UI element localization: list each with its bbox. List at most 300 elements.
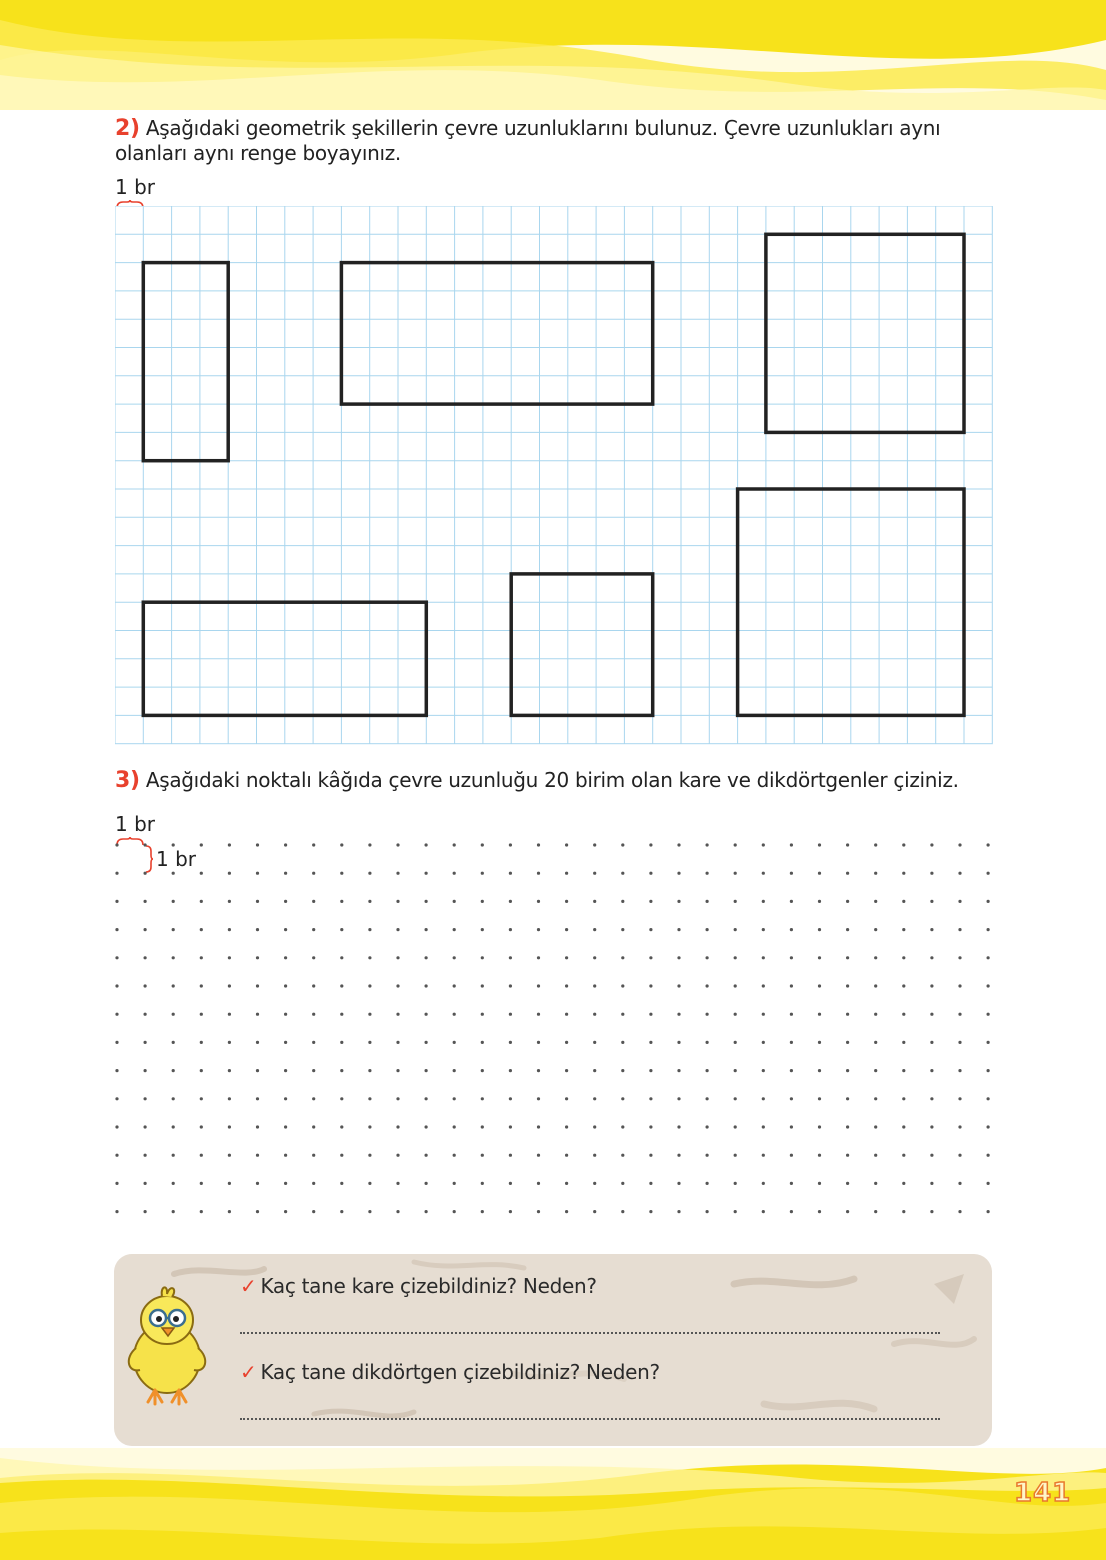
grid-dot	[509, 928, 512, 931]
grid-dot	[677, 984, 680, 987]
grid-dot	[172, 1125, 175, 1128]
grid-dot	[368, 872, 371, 875]
grid-dot	[958, 1154, 961, 1157]
grid-dot	[958, 1125, 961, 1128]
grid-dot	[621, 1210, 624, 1213]
grid-dot	[284, 1154, 287, 1157]
grid-dot	[987, 1210, 990, 1213]
grid-dot	[790, 1013, 793, 1016]
grid-dot	[228, 1041, 231, 1044]
grid-dot	[115, 1210, 118, 1213]
grid-dot	[284, 843, 287, 846]
grid-dot	[734, 956, 737, 959]
grid-dot	[481, 872, 484, 875]
grid-dot	[790, 984, 793, 987]
grid-dot	[790, 1097, 793, 1100]
grid-dot	[481, 900, 484, 903]
dot-paper[interactable]	[105, 835, 1005, 1235]
grid-dot	[593, 1041, 596, 1044]
grid-dot	[649, 1182, 652, 1185]
grid-dot	[200, 843, 203, 846]
grid-dot	[228, 1154, 231, 1157]
grid-dot	[734, 1069, 737, 1072]
grid-dot	[453, 1069, 456, 1072]
grid-dot	[593, 1125, 596, 1128]
grid-dot	[115, 1041, 118, 1044]
grid-dot	[846, 1210, 849, 1213]
grid-dot	[874, 900, 877, 903]
grid-dot	[706, 1182, 709, 1185]
grid-dot	[115, 956, 118, 959]
grid-dot	[509, 1210, 512, 1213]
grid-dot	[172, 1210, 175, 1213]
grid-dot	[284, 1097, 287, 1100]
grid-dot	[481, 1069, 484, 1072]
grid-dot	[706, 956, 709, 959]
grid-dot	[818, 1069, 821, 1072]
grid-dot	[762, 872, 765, 875]
grid-dot	[958, 843, 961, 846]
grid-dot	[790, 956, 793, 959]
grid-dot	[565, 1154, 568, 1157]
grid-border	[115, 206, 992, 744]
grid-dot	[958, 872, 961, 875]
grid-dot	[368, 843, 371, 846]
grid-dot	[368, 984, 371, 987]
grid-dot	[987, 872, 990, 875]
grid-dot	[368, 1013, 371, 1016]
grid-dot	[930, 928, 933, 931]
grid-dot	[958, 1210, 961, 1213]
grid-dot	[228, 843, 231, 846]
grid-dot	[425, 928, 428, 931]
grid-dot	[368, 1210, 371, 1213]
grid-dot	[425, 843, 428, 846]
grid-dot	[453, 1154, 456, 1157]
grid-dot	[818, 1097, 821, 1100]
grid-dot	[396, 1041, 399, 1044]
grid-dot	[649, 984, 652, 987]
grid-dot	[874, 1013, 877, 1016]
grid-dot	[256, 843, 259, 846]
chick-mascot-icon	[122, 1278, 212, 1408]
grid-dot	[762, 1210, 765, 1213]
grid-dot	[593, 1210, 596, 1213]
grid-dot	[565, 984, 568, 987]
grid-dot	[228, 984, 231, 987]
grid-dot	[706, 1210, 709, 1213]
grid-dot	[677, 1154, 680, 1157]
grid-dot	[200, 1097, 203, 1100]
grid-dot	[425, 956, 428, 959]
grid-dot	[930, 1210, 933, 1213]
grid-dot	[256, 1125, 259, 1128]
grid-dot	[115, 1069, 118, 1072]
grid-dot	[172, 843, 175, 846]
grid-dot	[621, 1182, 624, 1185]
reflection-question-1	[240, 1274, 597, 1298]
grid-dot	[677, 1069, 680, 1072]
grid-dot	[706, 872, 709, 875]
grid-dot	[818, 928, 821, 931]
grid-dot	[958, 928, 961, 931]
grid-dot	[762, 1013, 765, 1016]
grid-dot	[649, 1125, 652, 1128]
grid-dot	[228, 1182, 231, 1185]
grid-dot	[172, 1069, 175, 1072]
grid-dot	[256, 1210, 259, 1213]
grid-dot	[368, 928, 371, 931]
question-2-text	[115, 116, 995, 165]
grid-dot	[958, 900, 961, 903]
grid-dot	[621, 984, 624, 987]
grid-dot	[734, 984, 737, 987]
grid-dot	[509, 1097, 512, 1100]
grid-dot	[987, 1069, 990, 1072]
grid-dot	[874, 1154, 877, 1157]
grid-dot	[706, 928, 709, 931]
grid-dot	[144, 1210, 147, 1213]
reflection-box	[114, 1254, 992, 1446]
grid-dot	[115, 843, 118, 846]
grid-dot	[818, 984, 821, 987]
grid-dot	[734, 872, 737, 875]
grid-dot	[565, 1210, 568, 1213]
grid-dot	[425, 1097, 428, 1100]
grid-dot	[677, 872, 680, 875]
grid-dot	[930, 1041, 933, 1044]
grid-dot	[284, 1210, 287, 1213]
grid-dot	[256, 1041, 259, 1044]
grid-dot	[846, 1182, 849, 1185]
grid-dot	[228, 1097, 231, 1100]
grid-dot	[396, 1097, 399, 1100]
grid-dot	[790, 1125, 793, 1128]
grid-dot	[874, 984, 877, 987]
grid-dot	[790, 872, 793, 875]
grid-dot	[677, 1041, 680, 1044]
grid-dot	[734, 1013, 737, 1016]
grid-dot	[790, 928, 793, 931]
grid-dot	[453, 872, 456, 875]
grid-dot	[593, 1097, 596, 1100]
grid-dot	[312, 984, 315, 987]
grid-dot	[284, 1041, 287, 1044]
grid-dot	[734, 1041, 737, 1044]
reflection-question-2-text: Kaç tane dikdörtgen çizebildiniz? Neden?	[260, 1360, 660, 1384]
grid-dot	[284, 984, 287, 987]
grid-dot	[846, 928, 849, 931]
grid-dot	[200, 1210, 203, 1213]
grid-dot	[649, 956, 652, 959]
grid-dot	[902, 872, 905, 875]
grid-dot	[172, 872, 175, 875]
grid-dot	[874, 1125, 877, 1128]
grid-dot	[649, 1013, 652, 1016]
grid-dot	[340, 956, 343, 959]
grid-dot	[818, 1125, 821, 1128]
grid-dot	[734, 1210, 737, 1213]
grid-dot	[621, 900, 624, 903]
grid-dot	[396, 928, 399, 931]
grid-dot	[846, 843, 849, 846]
grid-dot	[565, 1097, 568, 1100]
grid-dot	[256, 956, 259, 959]
grid-dot	[172, 984, 175, 987]
grid-dot	[453, 1041, 456, 1044]
grid-dot	[509, 843, 512, 846]
grid-dot	[902, 1154, 905, 1157]
grid-dot	[874, 1182, 877, 1185]
grid-dot	[930, 1069, 933, 1072]
grid-dot	[649, 1041, 652, 1044]
grid-dot	[256, 872, 259, 875]
grid-dot	[172, 1097, 175, 1100]
grid-dot	[228, 928, 231, 931]
grid-dot	[453, 956, 456, 959]
grid-dot	[509, 1182, 512, 1185]
grid-dot	[987, 1097, 990, 1100]
grid-dot	[115, 1097, 118, 1100]
grid-dot	[284, 1125, 287, 1128]
grid-dot	[115, 928, 118, 931]
grid-dot	[115, 872, 118, 875]
grid-dot	[565, 1013, 568, 1016]
grid-dot	[621, 1013, 624, 1016]
grid-dot	[930, 1154, 933, 1157]
top-decorative-band	[0, 0, 1106, 110]
grid-dot	[621, 1069, 624, 1072]
grid-dot	[790, 1069, 793, 1072]
grid-dot	[256, 1013, 259, 1016]
grid-dot	[284, 956, 287, 959]
grid-dot	[368, 1154, 371, 1157]
grid-dot	[537, 872, 540, 875]
answer-line-1[interactable]	[240, 1332, 940, 1334]
grid-dot	[200, 1069, 203, 1072]
grid-dot	[874, 928, 877, 931]
grid-dot	[958, 956, 961, 959]
grid-dot	[790, 1041, 793, 1044]
grid-dot	[987, 900, 990, 903]
grid-dot	[312, 900, 315, 903]
grid-dot	[593, 984, 596, 987]
grid-dot	[509, 872, 512, 875]
grid-dot	[649, 843, 652, 846]
grid-dot	[621, 1041, 624, 1044]
grid-dot	[509, 1069, 512, 1072]
grid-dot	[649, 928, 652, 931]
grid-dot	[818, 1013, 821, 1016]
grid-dot	[228, 1125, 231, 1128]
grid-dot	[340, 984, 343, 987]
grid-dot	[649, 900, 652, 903]
grid-dot	[115, 1013, 118, 1016]
grid-dot	[200, 984, 203, 987]
grid-dot	[677, 1210, 680, 1213]
grid-dot	[284, 900, 287, 903]
grid-dot	[172, 1182, 175, 1185]
grid-dot	[621, 1125, 624, 1128]
answer-line-2[interactable]	[240, 1418, 940, 1420]
grid-dot	[565, 1125, 568, 1128]
grid-dot	[706, 1154, 709, 1157]
grid-dot	[846, 1097, 849, 1100]
grid-dot	[312, 872, 315, 875]
grid-dot	[762, 984, 765, 987]
grid-dot	[256, 1097, 259, 1100]
grid-dot	[509, 1041, 512, 1044]
grid-dot	[958, 1069, 961, 1072]
grid-dot	[284, 1182, 287, 1185]
grid-dot	[256, 928, 259, 931]
grid-dot	[144, 928, 147, 931]
grid-dot	[874, 1069, 877, 1072]
grid-dot	[368, 1182, 371, 1185]
grid-dot	[621, 843, 624, 846]
grid-dot	[312, 1013, 315, 1016]
reflection-question-1-text: Kaç tane kare çizebildiniz? Neden?	[260, 1274, 597, 1298]
grid-dot	[818, 1210, 821, 1213]
grid-dot	[144, 1125, 147, 1128]
grid-dot	[593, 1013, 596, 1016]
grid-dot	[537, 928, 540, 931]
grid-dot	[902, 1097, 905, 1100]
question-3-instruction: Aşağıdaki noktalı kâğıda çevre uzunluğu 20 birim olan kare ve dikdörtgenler çiziniz.	[145, 768, 959, 792]
grid-dot	[340, 843, 343, 846]
dot-unit-side-label: 1 br	[156, 847, 196, 871]
grid-dot	[396, 900, 399, 903]
grid-dot	[396, 1182, 399, 1185]
grid-dot	[902, 1125, 905, 1128]
grid-dot	[902, 1069, 905, 1072]
grid-dot	[509, 1154, 512, 1157]
grid-dot	[228, 1013, 231, 1016]
grid-dot	[396, 1069, 399, 1072]
grid-dot	[228, 956, 231, 959]
grid-dot	[818, 956, 821, 959]
grid-dot	[734, 900, 737, 903]
grid-dot	[818, 872, 821, 875]
grid-dot	[144, 900, 147, 903]
grid-dot	[593, 1069, 596, 1072]
grid-dot	[874, 956, 877, 959]
grid-dot	[481, 1041, 484, 1044]
grid-dot	[706, 843, 709, 846]
grid-dot	[930, 1097, 933, 1100]
grid-dot	[902, 1013, 905, 1016]
grid-dot	[762, 1041, 765, 1044]
grid-dot	[930, 984, 933, 987]
grid-dot	[677, 843, 680, 846]
grid-dot	[930, 1125, 933, 1128]
grid-dot	[902, 928, 905, 931]
grid-dot	[621, 956, 624, 959]
grid-dot	[706, 1125, 709, 1128]
grid-dot	[509, 984, 512, 987]
grid-dot	[762, 1154, 765, 1157]
reflection-question-2	[240, 1360, 660, 1384]
grid-dot	[677, 956, 680, 959]
grid-dot	[144, 956, 147, 959]
grid-dot	[115, 900, 118, 903]
grid-dot	[340, 1097, 343, 1100]
grid-dot	[565, 900, 568, 903]
grid-dot	[649, 1069, 652, 1072]
grid-dot	[144, 1069, 147, 1072]
grid-dot	[593, 872, 596, 875]
grid-dot	[818, 1041, 821, 1044]
grid-dot	[453, 1125, 456, 1128]
grid-dot	[706, 984, 709, 987]
grid-dot	[228, 900, 231, 903]
grid-dot	[621, 1097, 624, 1100]
grid-dot	[312, 1154, 315, 1157]
grid-dot	[425, 1041, 428, 1044]
grid-dot	[902, 984, 905, 987]
grid-dot	[509, 1125, 512, 1128]
grid-dot	[930, 1013, 933, 1016]
grid-dot	[762, 1097, 765, 1100]
grid-dot	[144, 1154, 147, 1157]
grid-dot	[481, 1182, 484, 1185]
grid-dot	[200, 1013, 203, 1016]
grid-dot	[453, 843, 456, 846]
grid-dot	[312, 1041, 315, 1044]
grid-dot	[649, 1210, 652, 1213]
grid-dot	[453, 1013, 456, 1016]
grid-dot	[762, 1125, 765, 1128]
question-2-instruction: Aşağıdaki geometrik şekillerin çevre uzunluklarını bulunuz. Çevre uzunlukları aynı olanları aynı renge boyayınız.	[115, 116, 941, 165]
grid-dot	[172, 1154, 175, 1157]
grid-dot	[256, 1154, 259, 1157]
grid-dot	[902, 900, 905, 903]
grid-dot	[987, 1154, 990, 1157]
grid-dot	[396, 1154, 399, 1157]
grid-dot	[958, 1182, 961, 1185]
grid-dot	[425, 1069, 428, 1072]
grid-dot	[902, 956, 905, 959]
grid-dot	[537, 843, 540, 846]
grid-dot	[874, 1210, 877, 1213]
grid-dot	[144, 872, 147, 875]
dot-unit-top-label: 1 br	[115, 812, 155, 836]
grid-dot	[846, 1125, 849, 1128]
grid-dot	[425, 1154, 428, 1157]
grid-dot	[565, 843, 568, 846]
grid-dot	[340, 1182, 343, 1185]
grid-dot	[312, 1210, 315, 1213]
grid-dot	[200, 1041, 203, 1044]
grid-dot	[425, 1013, 428, 1016]
grid-dot	[902, 843, 905, 846]
grid-dot	[846, 956, 849, 959]
grid-dot	[481, 1125, 484, 1128]
grid-dot	[340, 928, 343, 931]
grid-dot	[565, 928, 568, 931]
question-3-text	[115, 768, 995, 793]
grid-dot	[340, 1125, 343, 1128]
grid-dot	[762, 1182, 765, 1185]
grid-dot	[762, 928, 765, 931]
grid-dot	[396, 1210, 399, 1213]
grid-dot	[593, 1182, 596, 1185]
grid-dot	[677, 1097, 680, 1100]
grid-dot	[537, 1069, 540, 1072]
grid-dot	[144, 1182, 147, 1185]
grid-dot	[958, 984, 961, 987]
grid-dot	[902, 1182, 905, 1185]
